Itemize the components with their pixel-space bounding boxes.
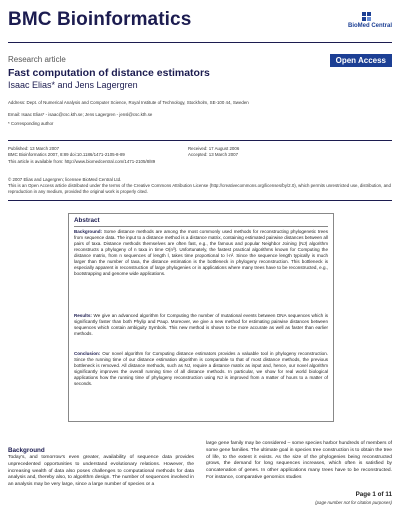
publisher-logo [314,12,392,34]
abstract-divider [74,226,328,227]
article-url[interactable]: This article is available from: http://www.biomedcentral.com/1471-2105/8/89 [8,158,156,164]
header-divider [8,42,392,43]
abstract-conclusion [74,351,328,387]
article-title: Fast computation of distance estimators [8,67,210,79]
body-column-left: Today's, and tomorrow's even greater, availability of sequence data provides unprecedented opportunities to understand evolutionary relations. However, the increasing wealth of data also poses challenges to computational methods for data analysis and, thereby also, to algorithm design. The number of sequences involved in an analysis may be very large, since a large number of species or a [8,455,194,488]
page-number: Page 1 of 11 [355,491,392,498]
journal-header [0,0,400,42]
background-heading: Background [8,447,45,454]
copyright-block [8,177,392,195]
open-access-badge: Open Access [330,54,392,67]
article-authors: Isaac Elias* and Jens Lagergren [8,80,138,90]
author-email: Email: Isaac Elias* - isaac@csc.kth.se; Jens Lagergren - jensl@csc.kth.se [8,112,153,117]
publisher-logo-text: BioMed Central [347,23,392,29]
author-address: Address: Dept. of Numerical Analysis and Computer Science, Royal Institute of Technology, Stockholm, SE-100 44, Sweden [8,100,249,105]
body-column-right: large gene family may be considered – some species harbor hundreds of members of some gene families. The ultimate goal in species tree construction is to obtain the tree of life, to the extent it exists. As the size of the phylogenies being reconstructed grows, the demand for long sequences increases, which often is satisfied by concatenation of genes. In other applications many trees have to be reconstructed. For instance, comparative genomics studies [206,441,392,480]
abstract-conclusion-text: Our novel algorithm for Computing distance estimators provides a valuable tool in phylogeny reconstruction. Since the running time of our distance estimation algorithm is comparable to that of most distance methods, the previous bottleneck is removed. All distance methods, such as NJ, require a distance matrix as input and, hence, our novel algorithm significantly improves the overall running time of all distance methods. In particular, we show for real world biological applications how the running time of phylogeny reconstruction using NJ is improved from a matter of hours to a matter of seconds. [74,351,328,386]
abstract-background-text: Some distance methods are among the most commonly used methods for reconstructing phylogenetic trees from sequence data. The input to a distance method is a distance matrix, containing estimated pairwise distances between all pairs of taxa. Distance methods themselves are often fast, e.g., the famous and popular Neighbor Joining (NJ) algorithm reconstructs a phylogeny of n taxa in time O(n³). Unfortunately, the fastest practical algorithms known for Computing the distance matrix, from n sequences of length l, takes time proportional to l·n². Since the sequence length typically is much larger than the number of taxa, the distance estimation is the bottleneck in phylogeny reconstruction. This bottleneck is especially apparent in reconstruction of large phylogenies or in applications where many trees have to be reconstructed, e.g., bootstrapping and genome wide applications. [74,229,328,276]
published-date: Published: 13 March 2007 [8,146,60,151]
citation: BMC Bioinformatics 2007, 8:89 doi:10.1186/1471-2105-8-89 [8,152,125,158]
corresponding-author-note: * Corresponding author [8,121,54,126]
abstract-box [68,213,334,422]
abstract-results-text: We give an advanced algorithm for Computing the number of mutational events between DNA sequences which is significantly faster than both Phylip and Paup. Moreover, we give a new method for estimating pairwise distances between sequences which contain ambiguity Symbols. This new method is shown to be more accurate as well as faster than earlier methods. [74,313,328,336]
abstract-results-label: Results: [74,313,92,318]
abstract-results [74,313,328,337]
publication-meta [8,146,155,165]
license-text: This is an Open Access article distributed under the terms of the Creative Commons Attribution License (http://creativecommons.org/licenses/by/2.0), which permits unrestricted use, distribution, and reproduction in any medium, provided the original work is properly cited. [8,182,391,194]
meta-divider [8,140,392,141]
abstract-background [74,229,328,277]
page-number-note: (page number not for citation purposes) [315,500,392,505]
abstract-conclusion-label: Conclusion: [74,351,101,356]
abstract-background-label: Background: [74,229,103,234]
publisher-logo-icon [362,12,371,21]
copyright-line: © 2007 Elias and Lagergren; licensee BioMed Central Ltd. [8,177,122,182]
received-date: Received: 17 August 2006 [188,146,240,151]
accepted-date: Accepted: 13 March 2007 [188,152,239,158]
abstract-heading: Abstract [74,217,100,224]
journal-title: BMC Bioinformatics [8,9,192,30]
section-label: Research article [8,55,66,64]
review-dates [188,146,239,159]
abstract-top-divider [8,200,392,201]
